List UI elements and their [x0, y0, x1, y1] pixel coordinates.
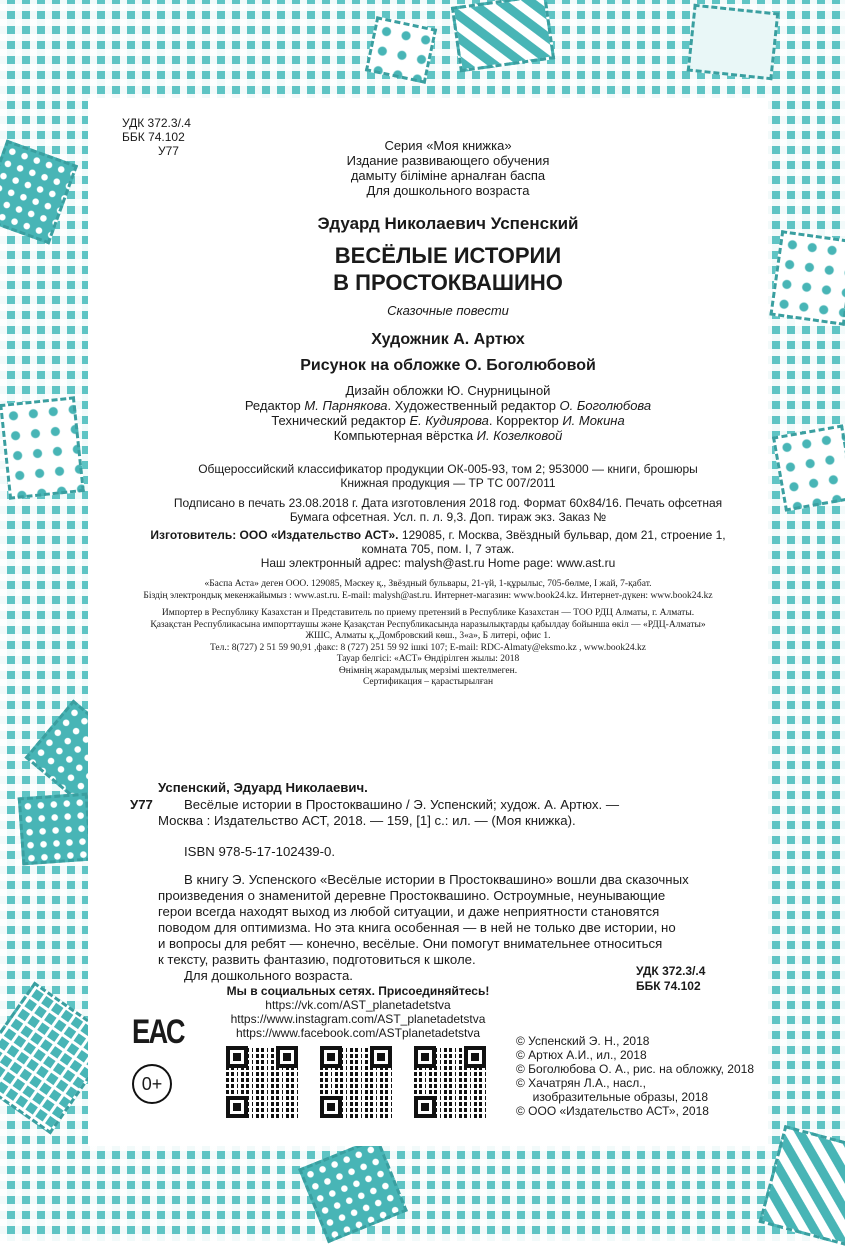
udk-bottom: УДК 372.3/.4 ББК 74.102 [636, 964, 706, 993]
biblio-record: Весёлые истории в Простоквашино / Э. Успенский; худож. А. Артюх. — Москва : Издательство АСТ, 2018. — 159, [1] с.: ил. — (Моя книжка). [158, 797, 620, 828]
cover-artist: Рисунок на обложке О. Боголюбовой [300, 357, 596, 374]
patch-decoration [687, 4, 780, 81]
age-rating-icon: 0+ [132, 1064, 172, 1104]
series-block: Серия «Моя книжка» Издание развивающего обучения дамыту біліміне арналған баспа Для дошкольного возраста [346, 138, 550, 198]
book-title: ВЕСЁЛЫЕ ИСТОРИИ В ПРОСТОКВАШИНО [333, 243, 563, 295]
patch-decoration [451, 0, 555, 72]
patch-decoration [18, 793, 93, 866]
copyright-block: © Успенский Э. Н., 2018 © Артюх А.И., ил., 2018 © Боголюбова О. А., рис. на обложку, 2018 © Хачатрян Л.А., насл., изобразительные образы, 2018 © ООО «Издательство АСТ», 2018 [516, 1034, 754, 1118]
biblio-code: У77 [130, 797, 153, 812]
print-info: Подписано в печать 23.08.2018 г. Дата изготовления 2018 год. Формат 60x84/16. Печать офсетная Бумага офсетная. Усл. п. л. 9,3. Доп. тираж экз. Заказ № [173, 496, 723, 524]
qr-code-icon[interactable] [320, 1046, 392, 1118]
page-sheet [88, 98, 768, 1146]
subtitle: Сказочные повести [387, 303, 509, 318]
udk-top: УДК 372.3/.4 ББК 74.102 У77 [122, 116, 191, 158]
classifier: Общероссийский классификатор продукции ОК-005-93, том 2; 953000 — книги, брошюры Книжная продукция — ТР ТС 007/2011 [198, 462, 698, 490]
credits: Дизайн обложки Ю. Снурницыной Редактор М. Парнякова. Художественный редактор О. Боголюбова Технический редактор Е. Кудиярова. Корректор И. Мокина Компьютерная вёрстка И. Козелковой [244, 383, 652, 443]
social-link-vk[interactable]: https://vk.com/AST_planetadetstva [265, 998, 451, 1012]
kz-importer-info: Импортер в Республику Казахстан и Представитель по приему претензий в Республике Казахстан — ТОО РДЦ Алматы, г. Алматы. Қазақстан Республикасына импорттаушы және Қазақстан Республикасында наразылықтарды қабылдау бойынша өкіл — «РДЦ-Алматы» ЖШС, Алматы қ.,Домбровский көш., 3«а», Б литері, офис 1. Тел.: 8(727) 2 51 59 90,91 ,факс: 8 (727) 251 59 92 ішкі 107; E-mail: RDC-Almaty@eksmo.kz , www.book24.kz Тауар белгісі: «АСТ» Өндірілген жылы: 2018 Өнімнің жарамдылық мерзімі шектелмеген. Сертификация – қарастырылған [150, 608, 706, 687]
maker-info: Изготовитель: ООО «Издательство АСТ». 129085, г. Москва, Звёздный бульвар, дом 21, строение 1, комната 705, пом. I, 7 этаж. Наш электронный адрес: malysh@ast.ru Home page: www.ast.ru [150, 528, 726, 570]
patch-decoration [758, 1125, 845, 1246]
social-link-facebook[interactable]: https://www.facebook.com/ASTplanetadetstva [235, 1026, 481, 1040]
illustrator: Художник А. Артюх [371, 331, 525, 348]
annotation: В книгу Э. Успенского «Весёлые истории в Простоквашино» вошли два сказочных произведения о знаменитой деревне Простоквашино. Остроумные, неунывающие герои всегда находят выход из любой ситуации, и даже неприятности становятся поводом для оптимизма. Но эта книга особенная — в ней не только две истории, но и вопросы для ребят — конечно, весёлые. Они помогут внимательнее относиться к тексту, развить фантазию, подготовиться к школе. Для дошкольного возраста. [158, 872, 689, 983]
biblio-author: Успенский, Эдуард Николаевич. [158, 780, 368, 795]
eac-mark-icon: ЕАС [132, 1013, 184, 1051]
social-link-instagram[interactable]: https://www.instagram.com/AST_planetadetstva [230, 1012, 486, 1026]
patch-decoration [769, 230, 845, 326]
patch-decoration [772, 424, 845, 511]
patch-decoration [0, 140, 78, 245]
qr-code-icon[interactable] [226, 1046, 298, 1118]
patch-decoration [298, 1137, 408, 1243]
kz-publisher-info: «Баспа Аста» деген ООО. 129085, Мәскеу қ., Звёздный бульвары, 21-үй, 1-құрылыс, 705-бөлме, I жай, 7-қабат. Біздің электрондық мекенжайымыз : www.ast.ru. E-mail: malysh@ast.ru. Интернет-магазин: www.book24.kz. Интернет-дүкен: www.book24.kz [143, 579, 713, 601]
patch-decoration [365, 16, 437, 84]
social-block: Мы в социальных сетях. Присоединяйтесь! https://vk.com/AST_planetadetstva https://www.instagram.com/AST_planetadetstva https://www.facebook.com/ASTplanetadetstva [198, 984, 518, 1040]
patch-decoration [0, 396, 85, 499]
qr-code-icon[interactable] [414, 1046, 486, 1118]
isbn: ISBN 978-5-17-102439-0. [184, 844, 336, 859]
author-name: Эдуард Николаевич Успенский [317, 214, 579, 233]
